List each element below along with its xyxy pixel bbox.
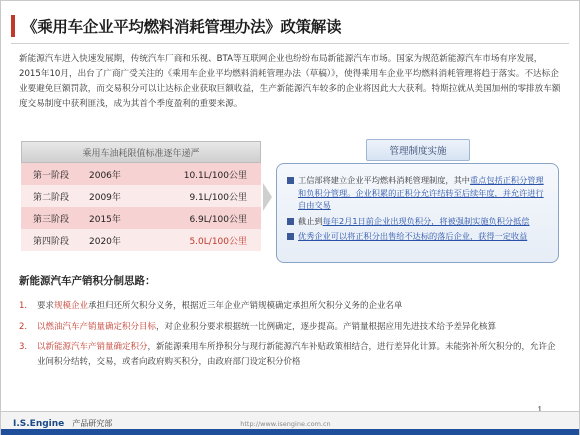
list-text (37, 340, 564, 369)
title-divider (11, 43, 569, 44)
bullet-text-plain: 工信部将建立企业平均燃料消耗管理制度，其中 (298, 175, 470, 185)
footer-url[interactable]: http://www.isengine.com.cn (240, 419, 331, 428)
right-arrow-icon (263, 183, 272, 211)
list-text-plain: 承担归还所欠积分义务，根据近三年企业产销规模确定承担所欠积分义务的企业名单 (88, 301, 403, 311)
stage-label: 第四阶段 (32, 236, 69, 247)
footer-blue-bar (1, 429, 579, 435)
list-item (19, 299, 564, 314)
stage-year: 2009年 (89, 192, 121, 203)
stage-year: 2015年 (89, 214, 121, 225)
intro-paragraph: 新能源汽车进入快速发展期，传统汽车厂商和乐视、BTA等互联网企业也纷纷布局新能源汽车市场。国家为规范新能源汽车市场有序发展，2015年10月，出台了广商广受关注的《乘用车企业平均燃料消耗管理办法（草稿）》，使得乘用车企业平均燃料消耗管理将趋于落实。不达标企业要避免巨额罚款，而交易积分可以让达标企业获取巨额收益，生产新能源汽车较多的企业将因此大大获利。特斯拉就从美国加州的零排放车额度交易制度中获利匪浅，成为其首个季度盈利的重要来源。 (19, 54, 561, 109)
list-number: 2. (19, 321, 28, 332)
list-text (37, 299, 403, 314)
ideas-list (19, 299, 564, 375)
list-text-emphasis: 以燃油汽车产销量确定积分目标 (37, 321, 157, 332)
list-text-emphasis: 规模企业 (54, 301, 89, 311)
list-number: 1. (19, 301, 28, 311)
management-bullet (287, 230, 550, 243)
page-title: 《乘用车企业平均燃料消耗管理办法》政策解读 (22, 18, 342, 36)
stage-value-highlight: 5.0L/100公里 (189, 236, 247, 247)
bullet-text-emphasis: 重点包括正积分管理和负积分管理。企业积累的正积分允许结转至后续年度，并允许进行自由交易 (298, 175, 544, 210)
stage-label: 第二阶段 (32, 192, 69, 203)
fuel-table-row (21, 163, 261, 185)
bullet-text-emphasis: 每年2月1日前企业出现负积分，将被强制实施负积分抵偿 (322, 215, 530, 226)
management-bullet (287, 174, 550, 212)
list-text (37, 320, 496, 335)
stage-value: 10.1L/100公里 (183, 170, 247, 181)
list-text-plain: ，对企业积分要求根据统一比例确定，逐步提高。产销量根据应用先进技术给予差异化核算 (156, 321, 497, 332)
management-panel (276, 163, 559, 263)
list-number: 3. (19, 342, 28, 352)
stage-year: 2006年 (89, 170, 121, 181)
bullet-text (298, 215, 530, 228)
fuel-table-header: 乘用车油耗限值标准逐年递严 (21, 141, 261, 163)
bullet-text-emphasis: 优秀企业可以将正积分出售给不达标的落后企业，获得一定收益 (298, 231, 528, 241)
title-bar (11, 11, 561, 41)
brand-logo: I.S.Engine (13, 418, 65, 429)
fuel-table-row (21, 185, 261, 207)
management-bullet (287, 215, 550, 228)
fuel-table-row (21, 229, 261, 251)
fuel-limit-table (21, 141, 261, 253)
square-bullet-icon (287, 177, 294, 184)
bullet-text (298, 174, 550, 212)
stage-label: 第一阶段 (32, 170, 69, 181)
stage-label: 第三阶段 (32, 214, 69, 225)
section-title: 新能源汽车产销积分制思路： (19, 275, 156, 287)
department-label: 产品研究部 (72, 419, 113, 428)
stage-value: 9.1L/100公里 (189, 192, 247, 203)
list-item (19, 320, 564, 335)
list-text-plain: 要求 (37, 301, 55, 311)
square-bullet-icon (287, 233, 294, 240)
fuel-table-row (21, 207, 261, 229)
stage-year: 2020年 (89, 236, 121, 247)
list-text-plain: ，新能源乘用车所挣积分与现行新能源汽车补贴政策相结合，进行差异化计算。未能弥补所欠积分的，允许企业间积分结转，交易，或者向政府购买积分，由政府部门设定积分价格 (37, 342, 556, 367)
bullet-text (298, 230, 527, 243)
stage-value: 6.9L/100公里 (189, 214, 247, 225)
bullet-text-plain: 截止到 (298, 215, 323, 226)
list-item (19, 340, 564, 369)
title-accent (11, 15, 15, 37)
square-bullet-icon (287, 218, 294, 225)
management-title: 管理制度实施 (366, 139, 470, 161)
list-text-emphasis: 以新能源汽车产销量确定积分 (37, 342, 148, 352)
